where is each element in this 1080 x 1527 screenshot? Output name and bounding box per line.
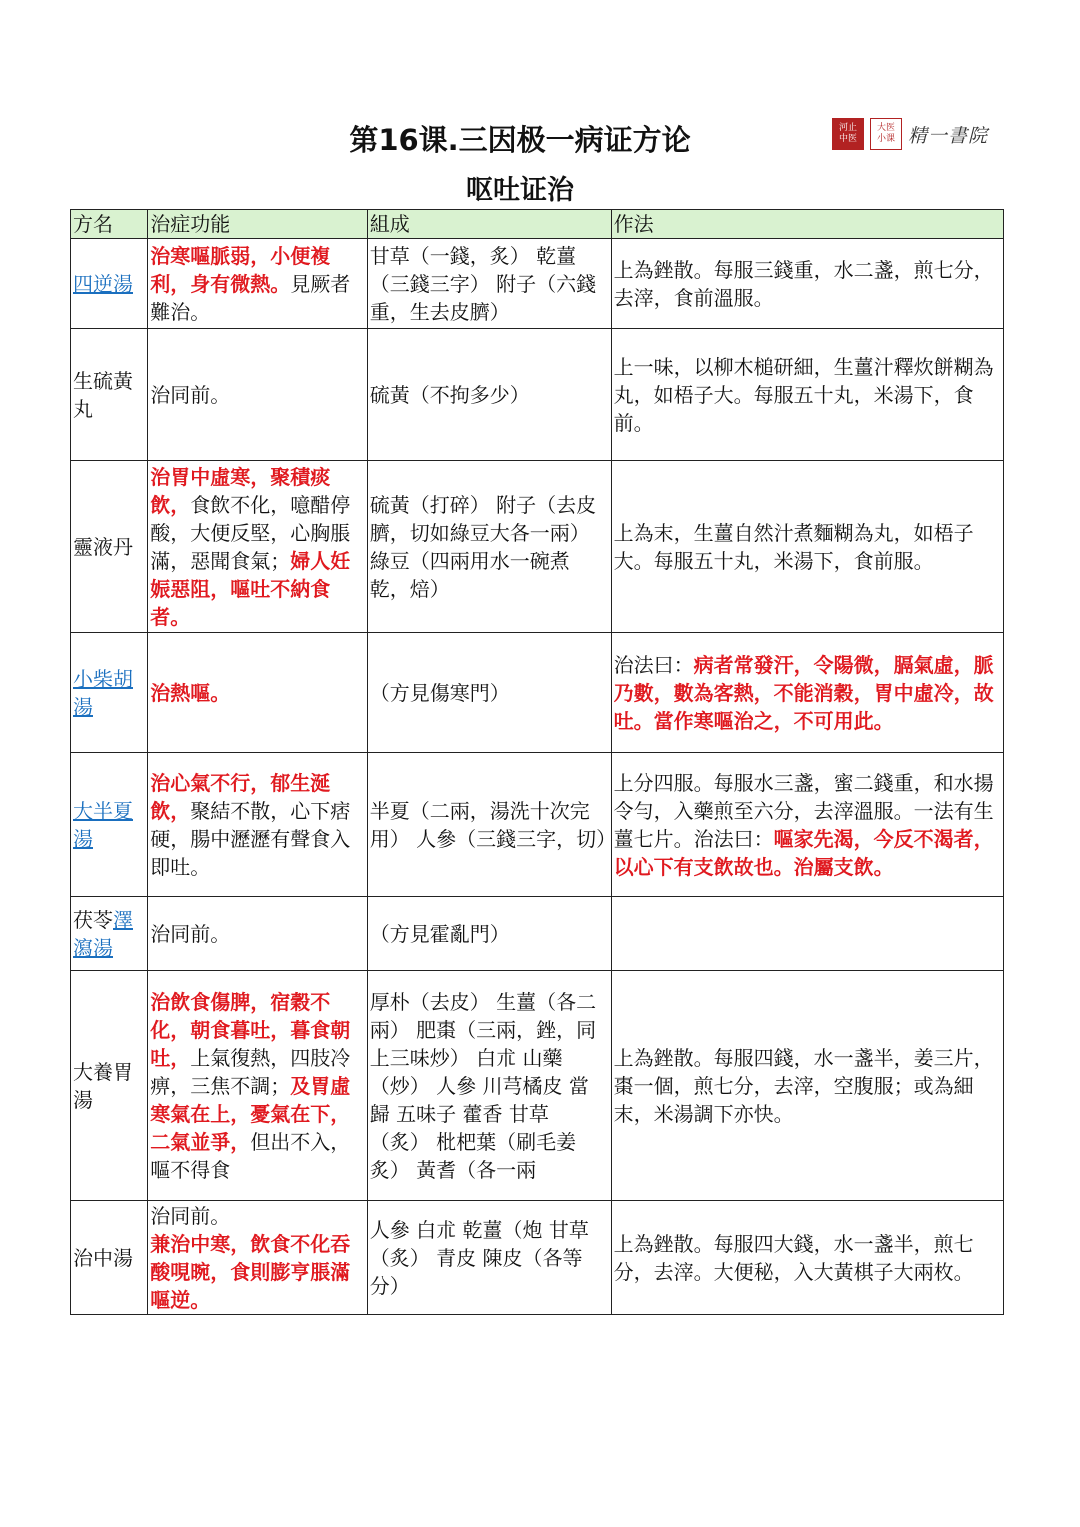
formula-link[interactable]: 小柴胡湯 bbox=[73, 666, 133, 719]
composition: 半夏（二兩，湯洗十次完用） 人參（三錢三字，切） bbox=[367, 753, 611, 897]
composition: 硫黃（打碎） 附子（去皮臍，切如綠豆大各一兩） 綠豆（四兩用水一碗煮乾，焙） bbox=[367, 461, 611, 633]
formula-name bbox=[71, 897, 148, 971]
method-highlight: 嘔家先渴，今反不渴者，以心下有支飲故也。治屬支飲。 bbox=[613, 826, 994, 879]
formula-link[interactable]: 四逆湯 bbox=[73, 271, 133, 296]
indication bbox=[148, 753, 368, 897]
method bbox=[611, 633, 1003, 753]
indication-text: 但出不入，嘔不得食 bbox=[150, 1129, 351, 1182]
method: 上為銼散。每服四錢，水一盞半，姜三片，棗一個，煎七分，去滓，空腹服；或為細末，米湯調下亦快。 bbox=[611, 971, 1003, 1201]
indication-highlight: 治心氣不行，郁生涎飲， bbox=[150, 770, 331, 823]
column-header: 治症功能 bbox=[148, 210, 368, 239]
formula-name-text: 茯苓 bbox=[73, 907, 113, 932]
column-header: 方名 bbox=[71, 210, 148, 239]
seal-text: 河止 bbox=[838, 123, 857, 133]
indication-text: 治同前。 bbox=[150, 1203, 231, 1228]
method-text: 治法曰： bbox=[613, 652, 694, 677]
indication-highlight: 治胃中虛寒，聚積痰飲， bbox=[150, 464, 331, 517]
table-row bbox=[71, 971, 1004, 1201]
method: 上為末，生薑自然汁煮麵糊為丸，如梧子大。每服五十丸，米湯下，食前服。 bbox=[611, 461, 1003, 633]
page-subtitle: 呕吐证治 bbox=[466, 175, 574, 206]
indication bbox=[148, 1201, 368, 1315]
formula-link[interactable]: 澤瀉湯 bbox=[73, 907, 133, 960]
formula-name: 大養胃湯 bbox=[71, 971, 148, 1201]
table-row bbox=[71, 897, 1004, 971]
column-header: 組成 bbox=[367, 210, 611, 239]
table-row bbox=[71, 1201, 1004, 1315]
indication-text: 見厥者難治。 bbox=[150, 271, 351, 324]
indication bbox=[148, 971, 368, 1201]
formula-name bbox=[71, 753, 148, 897]
indication bbox=[148, 239, 368, 329]
indication: 治同前。 bbox=[148, 897, 368, 971]
course-logo-text: 小课 bbox=[876, 134, 895, 144]
seal-text: 中医 bbox=[838, 134, 857, 144]
table-row bbox=[71, 461, 1004, 633]
formula-name bbox=[71, 239, 148, 329]
formula-link[interactable]: 大半夏湯 bbox=[73, 798, 133, 851]
brand-name: 精一書院 bbox=[908, 124, 989, 147]
composition: 厚朴（去皮） 生薑（各二兩） 肥棗（三兩，銼，同上三味炒） 白朮 山藥（炒） 人參 川芎橘皮 當歸 五味子 藿香 甘草（炙） 枇杷葉（刷毛姜炙） 黃耆（各一兩 bbox=[367, 971, 611, 1201]
indication-highlight: 及胃虛寒氣在上，憂氣在下，二氣並爭， bbox=[150, 1073, 351, 1154]
formula-name: 生硫黃丸 bbox=[71, 329, 148, 461]
method bbox=[611, 753, 1003, 897]
method: 上為銼散。每服三錢重，水二盞，煎七分，去滓，食前溫服。 bbox=[611, 239, 1003, 329]
formula-name: 靈液丹 bbox=[71, 461, 148, 633]
course-logo-text: 大医 bbox=[876, 123, 895, 133]
table-header bbox=[71, 210, 1004, 239]
indication bbox=[148, 461, 368, 633]
method-highlight: 病者常發汗，令陽微，膈氣虛，脈乃數，數為客熱，不能消穀，胃中虛冷，故吐。當作寒嘔治之，不可用此。 bbox=[613, 652, 994, 733]
indication-highlight: 兼治中寒，飲食不化吞酸哯晼，食則膨亨脹滿嘔逆。 bbox=[150, 1231, 351, 1312]
indication-highlight: 婦人妊娠惡阻，嘔吐不納食者。 bbox=[150, 548, 351, 629]
indication-text: 上氣復熱，四肢冷痹，三焦不調； bbox=[150, 1045, 351, 1098]
table-row bbox=[71, 239, 1004, 329]
formula-name: 治中湯 bbox=[71, 1201, 148, 1315]
method bbox=[611, 897, 1003, 971]
method: 上為銼散。每服四大錢，水一盞半，煎七分，去滓。大便秘，入大黃棋子大兩枚。 bbox=[611, 1201, 1003, 1315]
indication-text: 食飲不化，噫醋停酸，大便反堅，心胸脹滿，惡聞食氣； bbox=[150, 492, 351, 573]
method: 上一味，以柳木槌研細，生薑汁釋炊餅糊為丸，如梧子大。每服五十丸，米湯下，食前。 bbox=[611, 329, 1003, 461]
column-header: 作法 bbox=[611, 210, 1003, 239]
indication bbox=[148, 633, 368, 753]
table-row bbox=[71, 633, 1004, 753]
seal-logo bbox=[832, 118, 864, 150]
indication-highlight: 治寒嘔脈弱，小便複利，身有微熱。 bbox=[150, 243, 331, 296]
composition: （方見傷寒門） bbox=[367, 633, 611, 753]
formula-table bbox=[70, 209, 1004, 1315]
indication-text: 聚結不散，心下痞硬，腸中瀝瀝有聲食入即吐。 bbox=[150, 798, 351, 879]
method-text: 上分四服。每服水三盞，蜜二錢重，和水揚令勻，入藥煎至六分，去滓溫服。一法有生薑七片。治法曰： bbox=[613, 770, 994, 851]
table-row bbox=[71, 329, 1004, 461]
composition: （方見霍亂門） bbox=[367, 897, 611, 971]
indication: 治同前。 bbox=[148, 329, 368, 461]
composition: 甘草（一錢，炙） 乾薑（三錢三字） 附子（六錢重，生去皮臍） bbox=[367, 239, 611, 329]
formula-name bbox=[71, 633, 148, 753]
table-row bbox=[71, 753, 1004, 897]
indication-highlight: 治熱嘔。 bbox=[150, 680, 231, 705]
composition: 硫黃（不拘多少） bbox=[367, 329, 611, 461]
page-title: 第16课.三因极一病证方论 bbox=[349, 123, 691, 157]
indication-highlight: 治飲食傷脾，宿穀不化，朝食暮吐，暮食朝吐， bbox=[150, 989, 351, 1070]
composition: 人參 白朮 乾薑（炮 甘草（炙） 青皮 陳皮（各等分） bbox=[367, 1201, 611, 1315]
course-logo bbox=[870, 118, 902, 150]
logo bbox=[832, 116, 988, 152]
